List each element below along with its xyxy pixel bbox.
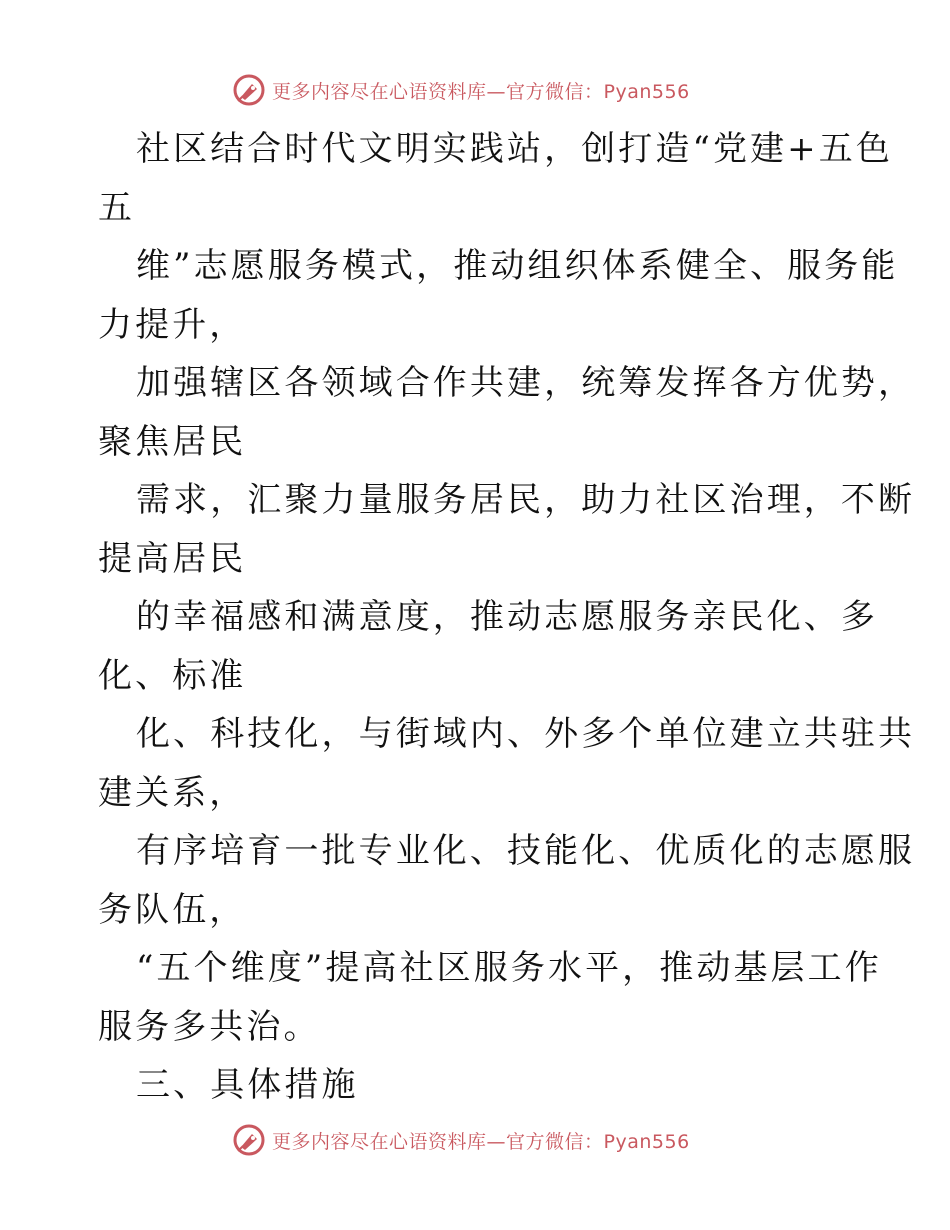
pen-nib-logo-icon bbox=[232, 73, 266, 107]
section-heading: 三、具体措施 bbox=[136, 1065, 359, 1105]
paragraph-line: 的幸福感和满意度，推动志愿服务亲民化、多 bbox=[136, 597, 878, 637]
paragraph-line: 需求，汇聚力量服务居民，助力社区治理，不断 bbox=[136, 480, 916, 520]
paragraph-line: 化、标准 bbox=[98, 655, 247, 696]
paragraph-line: 服务多共治。 bbox=[98, 1006, 321, 1047]
paragraph-line: 力提升， bbox=[98, 304, 247, 345]
header-watermark bbox=[232, 72, 690, 108]
paragraph-line: 务队伍， bbox=[98, 889, 247, 930]
paragraph-line: 五 bbox=[98, 187, 136, 228]
paragraph-line: 有序培育一批专业化、技能化、优质化的志愿服 bbox=[136, 831, 916, 871]
watermark-text: 更多内容尽在心语资料库—官方微信：Pyan556 bbox=[272, 80, 690, 103]
paragraph-line: 化、科技化，与街域内、外多个单位建立共驻共 bbox=[136, 714, 916, 754]
paragraph-line: 加强辖区各领域合作共建，统筹发挥各方优势， bbox=[136, 363, 916, 403]
paragraph-line: 社区结合时代文明实践站，创打造“党建+五色 bbox=[136, 129, 893, 169]
paragraph-line: 聚焦居民 bbox=[98, 421, 247, 462]
paragraph-line: 提高居民 bbox=[98, 538, 247, 579]
paragraph-line: 建关系， bbox=[98, 772, 247, 813]
watermark-text: 更多内容尽在心语资料库—官方微信：Pyan556 bbox=[272, 1130, 690, 1153]
paragraph-line: “五个维度”提高社区服务水平，推动基层工作 bbox=[136, 948, 882, 988]
pen-nib-logo-icon bbox=[232, 1123, 266, 1157]
document-body bbox=[98, 120, 916, 1115]
footer-watermark bbox=[232, 1122, 690, 1158]
paragraph-line: 维”志愿服务模式，推动组织体系健全、服务能 bbox=[136, 246, 899, 286]
